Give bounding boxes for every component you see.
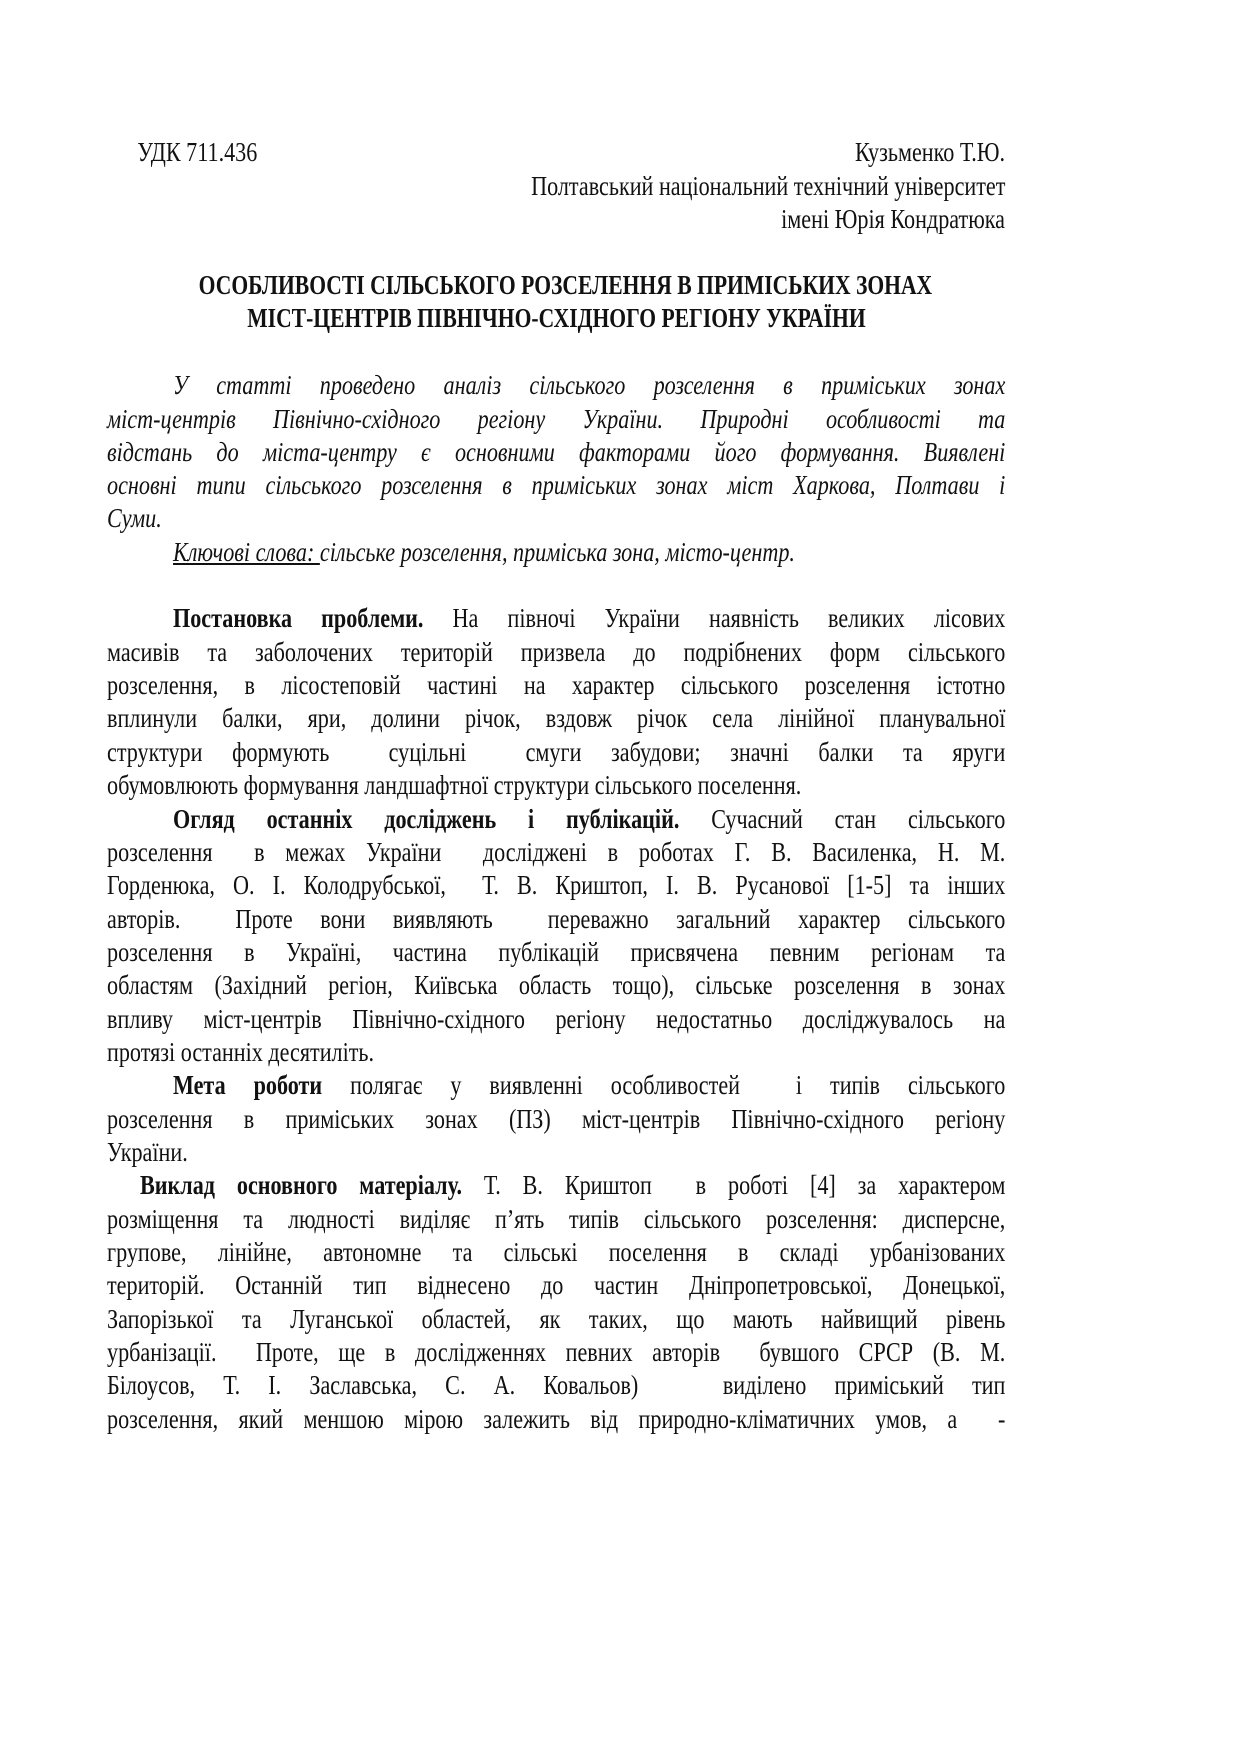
body-line	[107, 1103, 1005, 1136]
body-text: групове, лінійне, автономне та сільські поселення в складі урбанізованих	[107, 1237, 1006, 1267]
body-text: України.	[107, 1137, 188, 1167]
body-line	[107, 1203, 1005, 1236]
body-line	[107, 1136, 1005, 1169]
body-text: протязі останніх десятиліть.	[107, 1037, 375, 1067]
abstract-text: основні типи сільського розселення в приміських зонах міст Харкова, Полтави і	[107, 470, 1006, 500]
abstract-line	[107, 502, 1005, 535]
abstract-text: Суми.	[107, 503, 162, 533]
paragraph-first-line	[140, 1169, 1005, 1202]
paragraph-first-line	[173, 602, 1005, 635]
keywords-text: сільське розселення, приміська зона, місто-центр.	[319, 537, 795, 567]
body-line	[107, 736, 1005, 769]
title-text-2: МІСТ-ЦЕНТРІВ ПІВНІЧНО-СХІДНОГО РЕГІОНУ УКРАЇНИ	[246, 303, 866, 333]
main-heading-line	[107, 1169, 1005, 1202]
body-text: масивів та заболочених територій призвела до подрібнених форм сільського	[107, 637, 1006, 667]
abstract-text: міст-центрів Північно-східного регіону України. Природні особливості та	[107, 404, 1006, 434]
body-line	[107, 936, 1005, 969]
body-text: вплинули балки, яри, долини річок, вздовж річок села лінійної планувальної	[107, 703, 1006, 733]
section-heading-problem: Постановка проблеми.	[173, 603, 424, 633]
affiliation-text-1: Полтавський національний технічний університет	[530, 171, 1005, 201]
keywords-label: Ключові слова:	[173, 537, 320, 567]
body-text: структури формують суцільні смуги забудови; значні балки та яруги	[107, 737, 1006, 767]
body-text: Т. В. Криштоп в роботі [4] за характером	[461, 1170, 1006, 1200]
paragraph-first-line	[173, 1069, 1005, 1102]
affiliation-line-2	[107, 203, 1005, 236]
body-line	[107, 1369, 1005, 1402]
title-line-1	[107, 269, 1005, 302]
body-line	[107, 669, 1005, 702]
body-text: Горденюка, О. І. Колодрубської, Т. В. Криштоп, І. В. Русанової [1-5] та інших	[107, 870, 1006, 900]
body-text: Білоусов, Т. І. Заславська, С. А. Ковальов) виділено приміський тип	[107, 1370, 1006, 1400]
body-line	[107, 903, 1005, 936]
review-heading-line	[107, 803, 1005, 836]
body-line	[107, 836, 1005, 869]
abstract-line	[107, 469, 1005, 502]
body-text: розміщення та людності виділяє п’ять типів сільського розселення: дисперсне,	[107, 1204, 1006, 1234]
abstract-line	[107, 436, 1005, 469]
body-line	[107, 702, 1005, 735]
abstract-text: У статті проведено аналіз сільського розселення в приміських зонах	[173, 370, 1006, 400]
body-line	[107, 769, 1005, 802]
affiliation-line-1	[107, 170, 1005, 203]
problem-heading-line	[107, 602, 1005, 635]
affiliation-text-2: імені Юрія Кондратюка	[781, 204, 1005, 234]
body-line	[107, 869, 1005, 902]
body-text: розселення в приміських зонах (ПЗ) міст-центрів Північно-східного регіону	[107, 1104, 1006, 1134]
body-line	[107, 1269, 1005, 1302]
body-line	[107, 1336, 1005, 1369]
body-text: полягає у виявленні особливостей і типів сільського	[322, 1070, 1006, 1100]
body-line	[107, 1003, 1005, 1036]
body-text: областям (Західний регіон, Київська область тощо), сільське розселення в зонах	[107, 970, 1006, 1000]
body-line	[107, 1403, 1005, 1436]
body-text: На півночі України наявність великих лісових	[423, 603, 1006, 633]
section-heading-review: Огляд останніх досліджень і публікацій.	[173, 804, 680, 834]
author-line	[107, 136, 1005, 169]
title-text-1: ОСОБЛИВОСТІ СІЛЬСЬКОГО РОЗСЕЛЕННЯ В ПРИМІСЬКИХ ЗОНАХ	[198, 270, 933, 300]
body-text: розселення, який меншою мірою залежить від природно-кліматичних умов, а -	[107, 1404, 1006, 1434]
udc-code: УДК 711.436	[137, 137, 258, 167]
section-heading-main: Виклад основного матеріалу.	[140, 1170, 462, 1200]
body-line	[107, 1303, 1005, 1336]
goal-heading-line	[107, 1069, 1005, 1102]
body-line	[107, 1036, 1005, 1069]
abstract-line	[107, 403, 1005, 436]
body-text: Сучасний стан сільського	[679, 804, 1006, 834]
body-line	[107, 1236, 1005, 1269]
body-text: обумовлюють формування ландшафтної структури сільського поселення.	[107, 770, 802, 800]
body-text: Запорізької та Луганської областей, як таких, що мають найвищий рівень	[107, 1304, 1006, 1334]
author-name: Кузьменко Т.Ю.	[854, 137, 1005, 167]
keywords-line	[107, 536, 1005, 569]
body-text: розселення в Україні, частина публікацій присвячена певним регіонам та	[107, 937, 1006, 967]
body-text: територій. Останній тип віднесено до частин Дніпропетровської, Донецької,	[107, 1270, 1006, 1300]
body-text: розселення в межах України досліджені в роботах Г. В. Василенка, Н. М.	[107, 837, 1006, 867]
body-text: авторів. Проте вони виявляють переважно загальний характер сільського	[107, 904, 1006, 934]
body-text: впливу міст-центрів Північно-східного регіону недостатньо досліджувалось на	[107, 1004, 1006, 1034]
abstract-line	[107, 369, 1005, 402]
body-text: урбанізації. Проте, ще в дослідженнях певних авторів бувшого СРСР (В. М.	[107, 1337, 1006, 1367]
body-text: розселення, в лісостеповій частині на характер сільського розселення істотно	[107, 670, 1006, 700]
body-line	[107, 969, 1005, 1002]
section-heading-goal: Мета роботи	[173, 1070, 323, 1100]
abstract-text: відстань до міста-центру є основними факторами його формування. Виявлені	[107, 437, 1006, 467]
paragraph-first-line	[173, 803, 1005, 836]
body-line	[107, 636, 1005, 669]
keywords-container	[173, 536, 795, 569]
title-line-2	[107, 302, 1005, 335]
